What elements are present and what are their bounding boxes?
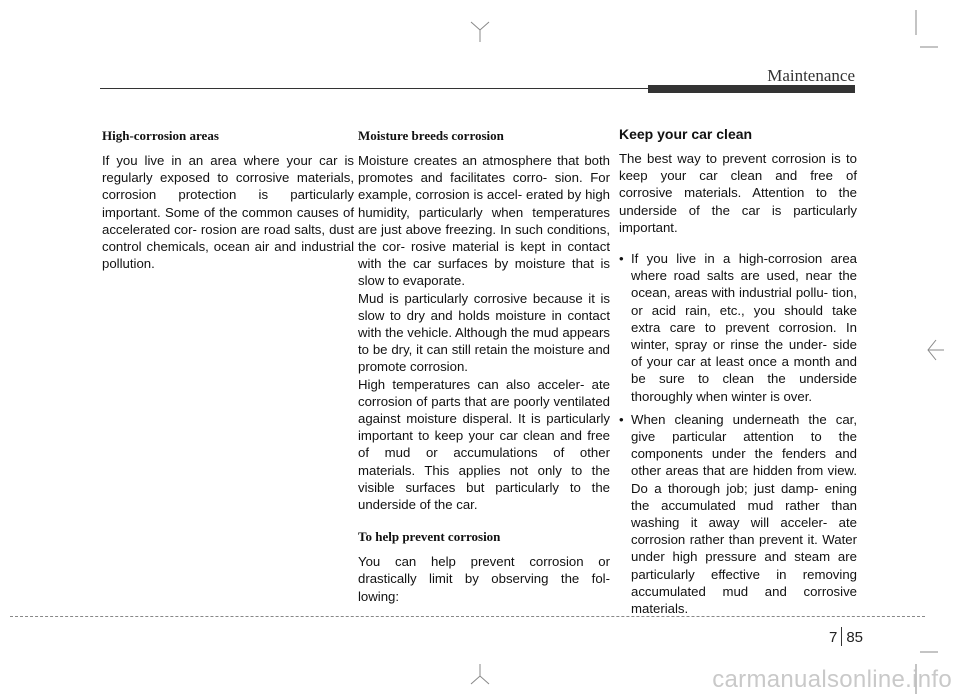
bullet-text: When cleaning underneath the car, give particular attention to the components under the fenders and other areas that are hidden from view. Do a thorough job; just damp- ening the accumulated mud rather than washing it away will acceler- ate corrosion rather than prevent it. Water under high pressure and steam are particularly effective in removing accumulated mud and corrosive materials.	[631, 411, 857, 617]
paragraph-moisture-1: Moisture creates an atmosphere that both promotes and facilitates corro- sion. For example, corrosion is accel- erated by high humidity, particularly when temperatures are just above freezing. In such conditions, the cor- rosive material is kept in contact with the car surfaces by moisture that is slow to evaporate.	[358, 153, 610, 289]
page-number	[829, 627, 863, 646]
paragraph-prevent-corrosion: You can help prevent corrosion or drastically limit by observing the fol- lowing:	[358, 554, 610, 604]
paragraph-keep-car-clean: The best way to prevent corrosion is to keep your car clean and free of corrosive materials. Attention to the underside of the car is particularly important.	[619, 151, 857, 235]
heading-to-help-prevent-corrosion: To help prevent corrosion	[358, 529, 501, 545]
heading-moisture-breeds-corrosion: Moisture breeds corrosion	[358, 128, 504, 143]
list-item	[619, 411, 857, 617]
header-rule	[100, 88, 648, 89]
heading-keep-your-car-clean: Keep your car clean	[619, 126, 753, 142]
bullet-icon: •	[619, 411, 624, 427]
crop-mark-top-right	[910, 10, 940, 50]
page-number-value: 85	[846, 629, 864, 646]
paragraph-moisture-2: Mud is particularly corrosive because it is slow to dry and holds moisture in contact with the vehicle. Although the mud appears to be dry, it can still retain the moisture and promote corrosion.	[358, 290, 610, 375]
paragraph-high-corrosion: If you live in an area where your car is regularly exposed to corrosive materials, corrosion protection is particularly important. Some of the common causes of accelerated cor- rosion are road salts, dust control chemicals, ocean air and industrial pollution.	[102, 153, 354, 272]
page-number-separator	[841, 627, 842, 646]
bullet-icon: •	[619, 251, 624, 267]
crop-mark-top	[470, 18, 490, 42]
list-item	[619, 250, 857, 405]
header-bar	[648, 85, 855, 93]
paragraph-moisture-3: High temperatures can also acceler- ate corrosion of parts that are poorly ventilated against moisture disperal. It is particularly important to keep your car clean and free of mud or accumulations of other materials. This applies not only to the visible surfaces but particularly to the underside of the car.	[358, 376, 610, 513]
watermark: carmanualsonline.info	[712, 666, 952, 693]
bullet-list	[619, 250, 857, 617]
section-title: Maintenance	[767, 66, 855, 85]
column-high-corrosion	[102, 128, 354, 272]
crop-mark-bottom	[470, 664, 490, 688]
chapter-number: 7	[829, 629, 838, 646]
bullet-text: If you live in a high-corrosion area where road salts are used, near the ocean, areas with industrial pollu- tion, or acid rain, etc., you should take extra care to prevent corrosion. In winter, spray or rinse the under- side of your car at least once a month and be sure to clean the underside thoroughly when winter is over.	[631, 251, 857, 404]
crop-mark-right	[924, 338, 944, 362]
heading-high-corrosion-areas: High-corrosion areas	[102, 128, 219, 143]
footer-dashed-rule	[10, 616, 925, 617]
column-moisture	[358, 128, 610, 605]
column-keep-car-clean	[619, 128, 857, 623]
